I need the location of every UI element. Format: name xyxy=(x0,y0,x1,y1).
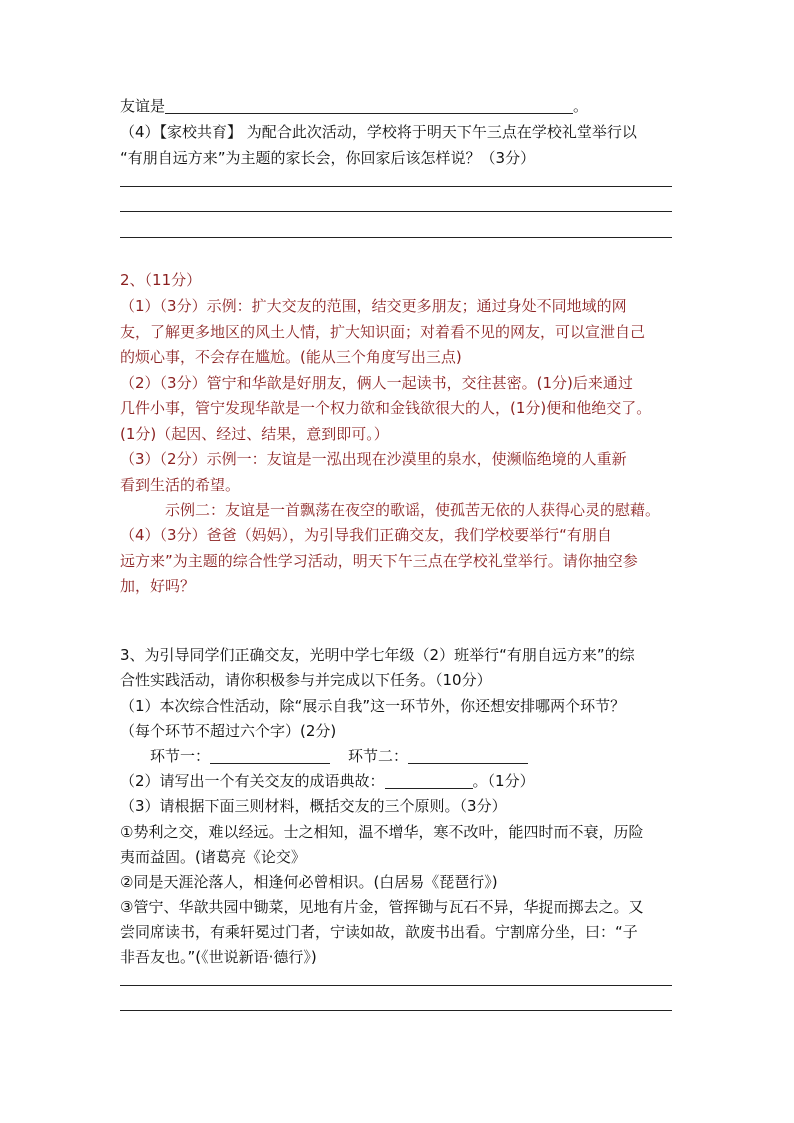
step1-label: 环节一： xyxy=(150,747,211,765)
q4-line2: “有朋自远方来”为主题的家长会，你回家后该怎样说？（3分） xyxy=(120,149,536,167)
q3-sub3-line: （3）请根据下面三则材料，概括交友的三个原则。（3分） xyxy=(120,797,507,815)
answer-1-line1: （1）（3分）示例：扩大交友的范围，结交更多朋友；通过身处不同地域的网 xyxy=(120,297,627,315)
q3-sub1-line2: （每个环节不超过六个字）(2分) xyxy=(120,722,337,740)
idiom-blank[interactable] xyxy=(385,772,473,789)
q3-intro-line1: 3、为引导同学们正确交友，光明中学七年级（2）班举行“有朋自远方来”的综 xyxy=(120,646,635,664)
material1-line1: ①势利之交，难以经远。士之相知，温不增华，寒不改叶，能四时而不衰，历险 xyxy=(120,823,644,841)
answer-line[interactable] xyxy=(120,211,672,212)
material3-line3: 非吾友也。”(《世说新语·德行》) xyxy=(120,948,317,966)
q3-sub1-line1: （1）本次综合性活动，除“展示自我”这一环节外，你还想安排哪两个环节？ xyxy=(120,697,626,715)
material3-line2: 尝同席读书，有乘轩冕过门者，宁读如故，歆废书出看。宁割席分坐，曰：“子 xyxy=(120,923,638,941)
answer-4-line1: （4）（3分）爸爸（妈妈），为引导我们正确交友，我们学校要举行“有朋自 xyxy=(120,526,612,544)
q4-line1: （4）【家校共育】 为配合此次活动，学校将于明天下午三点在学校礼堂举行以 xyxy=(120,123,637,141)
answer-2-line2: 几件小事，管宁发现华歆是一个权力欲和金钱欲很大的人，(1分)便和他绝交了。 xyxy=(120,399,652,417)
step2-blank[interactable] xyxy=(408,747,528,764)
material1-line2: 夷而益固。(诸葛亮《论交》 xyxy=(120,848,306,866)
step2-label: 环节二： xyxy=(348,747,409,765)
answer-3-line3: 示例二：友谊是一首飘荡在夜空的歌谣，使孤苦无依的人获得心灵的慰藉。 xyxy=(165,501,661,519)
material3-line1: ③管宁、华歆共园中锄菜，见地有片金，管挥锄与瓦石不异，华捉而掷去之。又 xyxy=(120,898,644,916)
answer-3-line2: 看到生活的希望。 xyxy=(120,476,241,494)
answer-1-line2: 友，了解更多地区的风土人情，扩大知识面；对着看不见的网友，可以宣泄自己 xyxy=(120,323,646,341)
answer-2-line3: (1分)（起因、经过、结果，意到即可。） xyxy=(120,425,389,443)
material2-line: ②同是天涯沦落人，相逢何必曾相识。(白居易《琵琶行》) xyxy=(120,873,498,891)
q3-intro-line2: 合性实践活动，请你积极参与并完成以下任务。（10分） xyxy=(120,671,492,689)
answer-1-line3: 的烦心事，不会存在尴尬。(能从三个角度写出三点) xyxy=(120,348,462,366)
q3-sub2-line: （2）请写出一个有关交友的成语典故： 。（1分） xyxy=(120,772,535,790)
answer-line[interactable] xyxy=(120,186,672,187)
answer-line[interactable] xyxy=(120,237,672,238)
step1-blank[interactable] xyxy=(210,747,330,764)
answer-line[interactable] xyxy=(120,1010,672,1011)
answer-4-line3: 加，好吗？ xyxy=(120,577,196,595)
answer-2-line1: （2）（3分）管宁和华歆是好朋友，俩人一起读书，交往甚密。(1分)后来通过 xyxy=(120,374,633,392)
steps-line xyxy=(150,746,528,766)
answer-blank[interactable] xyxy=(165,97,573,114)
answer-4-line2: 远方来”为主题的综合性学习活动，明天下午三点在学校礼堂举行。请你抽空参 xyxy=(120,552,638,570)
answers-heading: 2、（11分） xyxy=(120,271,202,289)
answer-line[interactable] xyxy=(120,985,672,986)
answer-3-line1: （3）（2分）示例一：友谊是一泓出现在沙漠里的泉水，使濒临绝境的人重新 xyxy=(120,450,627,468)
friendship-line: 友谊是 。 xyxy=(120,97,589,115)
